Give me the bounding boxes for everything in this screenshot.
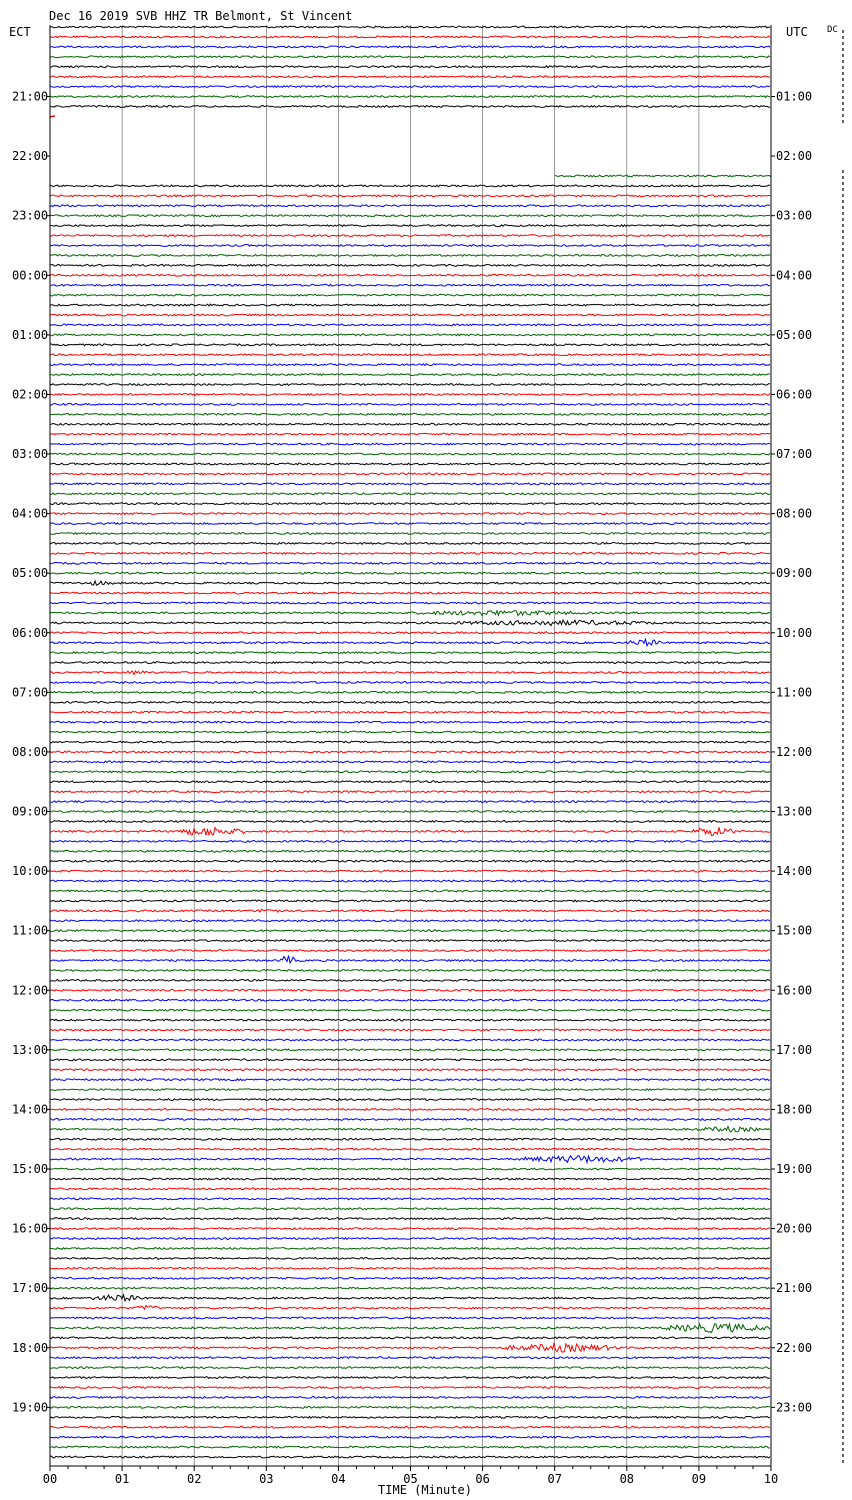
trace-row [50,96,770,98]
hour-label-left: 08:00 [12,744,49,759]
trace-row [50,483,770,485]
trace-row [50,1377,770,1379]
trace-row [50,1049,770,1051]
trace-row [50,324,770,326]
hour-label-right: 12:00 [776,744,813,759]
hour-label-right: 06:00 [776,387,813,402]
trace-row [50,671,770,675]
trace-row [50,1218,770,1220]
trace-row [50,1456,770,1458]
hour-label-right: 19:00 [776,1162,813,1177]
trace-row [50,413,770,415]
left-zone-label: ECT [9,25,31,39]
trace-row [50,801,770,803]
hour-label-right: 20:00 [776,1221,813,1236]
trace-row [50,956,770,963]
trace-row [50,513,770,515]
x-tick-label: 08 [619,1472,635,1486]
hour-label-left: 00:00 [12,268,49,283]
trace-row [50,1406,770,1408]
hour-label-right: 10:00 [776,625,813,640]
trace-row [50,1287,770,1289]
trace-row [50,592,770,594]
trace-row [50,771,770,773]
hour-label-left: 21:00 [12,89,49,104]
right-zone-label: UTC [786,25,808,39]
trace-row [50,374,770,376]
trace-row [50,930,770,932]
trace-row [50,1069,770,1071]
trace-row [50,46,770,48]
trace-row [50,1109,770,1111]
trace-row [50,1426,770,1428]
hour-label-right: 05:00 [776,327,813,342]
trace-row [50,1168,770,1170]
trace-row [50,632,770,634]
x-tick-label: 10 [763,1472,779,1486]
trace-row [50,1099,770,1101]
hour-label-left: 13:00 [12,1042,49,1057]
trace-row [50,225,770,227]
trace-row [50,235,770,237]
trace-row [50,86,770,88]
trace-row [50,215,770,217]
trace-row [50,1138,770,1140]
hour-label-left: 12:00 [12,983,49,998]
hour-label-left: 18:00 [12,1340,49,1355]
trace-row [50,999,770,1001]
trace-row [50,950,770,952]
trace-row [50,602,770,604]
trace-row [50,1387,770,1389]
trace-row [50,920,770,922]
trace-row [50,1198,770,1200]
hour-label-left: 03:00 [12,447,49,462]
trace-row [50,1267,770,1269]
trace-row [50,314,770,316]
trace-row [50,433,770,435]
trace-row [50,1188,770,1190]
trace-row [50,880,770,882]
hour-label-right: 22:00 [776,1340,813,1355]
hour-label-left: 14:00 [12,1102,49,1117]
hour-label-left: 07:00 [12,685,49,700]
hour-label-right: 13:00 [776,804,813,819]
right-hour-labels [771,90,812,1415]
trace-row [50,255,770,257]
trace-row [50,572,770,574]
trace-row [50,761,770,763]
trace-row [50,781,770,783]
hour-label-left: 11:00 [12,923,49,938]
hour-label-right: 23:00 [776,1400,813,1415]
trace-row [50,26,770,28]
trace-row [50,344,770,346]
trace-row [50,741,770,743]
x-tick-labels [43,1466,778,1486]
trace-row [50,66,770,68]
trace-row [50,1059,770,1061]
trace-row [50,264,770,266]
hour-label-right: 17:00 [776,1042,813,1057]
trace-row [50,1238,770,1240]
x-tick-label: 04 [331,1472,346,1486]
trace-row [50,1397,770,1399]
trace-row [50,76,770,78]
trace-row [50,1446,770,1448]
trace-row [50,36,770,38]
trace-row [50,1357,770,1359]
chart-title: Dec 16 2019 SVB HHZ TR Belmont, St Vincent [49,9,353,23]
trace-row [50,195,770,197]
trace-row [50,403,770,405]
trace-row [50,423,770,425]
hour-label-left: 17:00 [12,1281,49,1296]
hour-label-left: 23:00 [12,208,49,223]
hour-label-left: 05:00 [12,566,49,581]
hour-label-left: 06:00 [12,625,49,640]
left-hour-labels [12,90,50,1415]
trace-row [50,811,770,813]
hour-label-left: 22:00 [12,149,49,164]
trace-row [50,662,770,664]
trace-row [50,463,770,465]
x-tick-label: 09 [691,1472,707,1486]
trace-row [50,294,770,296]
trace-row [50,334,770,336]
trace-row [50,791,770,793]
trace-row [50,821,770,823]
trace-row [50,1248,770,1250]
trace-row [50,523,770,525]
x-tick-label: 05 [403,1472,418,1486]
trace-row [50,890,770,892]
trace-row [50,1089,770,1091]
trace-row [50,106,770,108]
trace-row [50,274,770,276]
trace-row [50,909,770,912]
hour-label-left: 16:00 [12,1221,49,1236]
hour-label-left: 09:00 [12,804,49,819]
trace-row [50,1228,770,1230]
hour-label-left: 19:00 [12,1400,49,1415]
trace-row [50,1019,770,1021]
trace-row [50,620,770,626]
trace-row [50,284,770,286]
trace-row [50,1344,770,1352]
trace-row [50,1277,770,1279]
trace-row [50,453,770,455]
trace-row [50,1317,770,1319]
hour-label-right: 09:00 [776,566,813,581]
trace-row [50,611,770,616]
x-tick-label: 01 [114,1472,130,1486]
hour-label-right: 15:00 [776,923,813,938]
trace-row [50,860,770,862]
trace-row [50,1208,770,1210]
trace-row [50,840,770,842]
trace-row [50,850,770,852]
trace-row [50,1306,770,1310]
trace-row [50,1295,770,1301]
trace-row [50,701,770,703]
trace-row [50,1156,770,1163]
x-axis-title: TIME (Minute) [378,1483,472,1497]
trace-row [50,721,770,723]
trace-row [50,1337,770,1339]
trace-row [50,1258,770,1260]
hour-label-right: 03:00 [776,208,813,223]
trace-row [50,682,770,684]
trace-row [50,533,770,535]
trace-row [50,503,770,505]
trace-row [50,940,770,942]
trace-row [50,542,770,544]
trace-row [50,245,770,247]
hour-label-right: 04:00 [776,268,813,283]
hour-label-right: 18:00 [776,1102,813,1117]
hour-label-right: 11:00 [776,685,813,700]
trace-row [50,1416,770,1418]
x-tick-label: 02 [186,1472,202,1486]
trace-row [50,185,770,187]
trace-row [50,751,770,753]
hour-label-right: 21:00 [776,1281,813,1296]
trace-row [50,443,770,445]
hour-label-left: 04:00 [12,506,49,521]
trace-row [50,394,770,396]
trace-row-fragment [50,116,55,117]
trace-row [50,304,770,306]
trace-row [50,827,770,835]
trace-row [50,552,770,554]
minute-gridlines [122,25,699,1466]
trace-row [50,1039,770,1041]
hour-label-left: 01:00 [12,327,49,342]
trace-row [50,1148,770,1150]
hour-label-right: 16:00 [776,983,813,998]
trace-row [50,691,770,693]
trace-row [50,652,770,654]
trace-row [50,1324,770,1333]
trace-row [555,175,771,177]
trace-row [50,1126,770,1132]
hour-label-left: 10:00 [12,864,49,879]
trace-row [50,900,770,902]
trace-row [50,1436,770,1438]
trace-row [50,1009,770,1011]
trace-row [50,364,770,366]
trace-row [50,979,770,981]
trace-row [50,205,770,207]
trace-row [50,56,770,58]
trace-row [50,1118,770,1120]
trace-row [50,493,770,495]
trace-row [50,731,770,733]
x-tick-label: 00 [42,1472,58,1486]
x-tick-label: 07 [547,1472,562,1486]
hour-label-right: 08:00 [776,506,813,521]
trace-row [50,639,770,646]
trace-row [50,1367,770,1369]
trace-row [50,473,770,475]
trace-row [50,970,770,972]
trace-row [50,581,770,585]
trace-row [50,711,770,713]
dc-label: DC [827,25,838,35]
hour-label-right: 02:00 [776,149,813,164]
trace-row [50,1029,770,1031]
hour-label-left: 02:00 [12,387,49,402]
x-tick-label: 03 [259,1472,274,1486]
trace-row [50,1079,770,1081]
hour-label-left: 15:00 [12,1162,49,1177]
trace-row [50,1178,770,1180]
trace-row [50,384,770,386]
trace-row [50,562,770,564]
hour-label-right: 07:00 [776,447,813,462]
hour-label-right: 14:00 [776,864,813,879]
trace-row [50,989,770,991]
x-tick-label: 06 [475,1472,490,1486]
trace-row [50,354,770,356]
trace-row [50,870,770,872]
hour-label-right: 01:00 [776,89,813,104]
